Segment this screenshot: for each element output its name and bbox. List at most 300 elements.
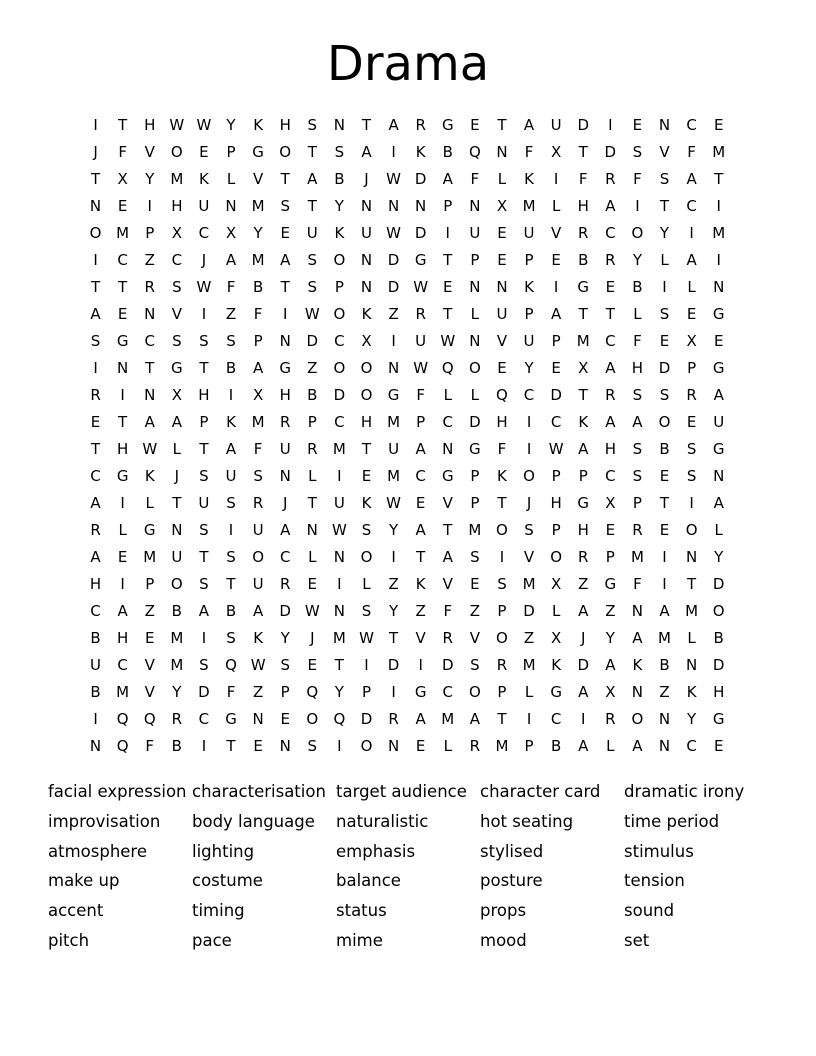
grid-letter: I [228,521,234,539]
grid-letter: S [280,197,290,215]
grid-letter: L [606,737,615,755]
grid-letter: B [659,440,670,458]
grid-letter: D [414,224,427,242]
grid-letter: A [578,737,589,755]
grid-letter: F [633,332,642,350]
grid-letter: U [252,521,264,539]
grid-letter: Y [388,602,399,620]
grid-letter: O [523,467,535,485]
grid-letter: I [337,575,342,593]
grid-letter: A [415,521,426,539]
grid-letter: O [279,143,292,161]
grid-letter: T [659,494,670,512]
grid-letter: A [442,170,453,188]
grid-letter: N [496,143,508,161]
grid-letter: L [524,683,534,701]
grid-letter: G [414,251,427,269]
grid-letter: M [630,548,644,566]
grid-letter: T [361,116,372,134]
grid-letter: O [468,683,481,701]
grid-letter: T [307,494,317,512]
grid-letter: C [550,710,562,728]
grid-letter: J [93,143,98,161]
grid-letter: K [415,143,426,161]
grid-letter: H [89,575,102,593]
grid-letter: M [658,629,671,647]
grid-letter: N [333,548,345,566]
grid-letter: U [171,548,183,566]
grid-letter: G [116,332,129,350]
grid-letter: G [469,440,481,458]
grid-letter: I [201,737,207,755]
grid-letter: A [171,413,182,431]
grid-letter: M [170,629,184,647]
grid-letter: R [388,710,399,728]
grid-letter: V [252,170,264,188]
page-title: Drama [326,36,490,92]
grid-letter: L [551,602,561,620]
grid-letter: S [253,467,263,485]
grid-letter: I [120,575,125,593]
grid-letter: E [497,224,507,242]
word-list-item: props [480,901,527,921]
grid-letter: M [495,737,509,755]
grid-letter: K [226,413,236,431]
grid-letter: G [441,116,454,134]
grid-letter: E [605,278,616,296]
grid-letter: P [145,224,155,242]
grid-letter: T [280,170,290,188]
grid-letter: R [307,440,318,458]
word-list-item: hot seating [480,811,574,831]
grid-letter: E [551,359,561,377]
grid-letter: Z [307,359,318,377]
grid-letter: I [93,251,98,269]
grid-letter: U [198,494,210,512]
grid-letter: D [414,170,427,188]
grid-letter: P [524,737,534,755]
grid-letter: T [172,494,182,512]
grid-letter: K [686,683,697,701]
grid-letter: S [686,467,697,485]
grid-row [82,301,732,328]
grid-letter: L [714,521,723,539]
grid-letter: O [658,413,671,431]
grid-letter: N [387,359,400,377]
grid-letter: M [468,521,482,539]
grid-letter: P [226,143,236,161]
grid-letter: V [442,575,453,593]
grid-letter: G [550,683,562,701]
grid-letter: L [443,386,452,404]
word-list-item: stylised [480,841,544,861]
grid-letter: E [443,278,453,296]
grid-letter: P [687,359,697,377]
grid-letter: S [172,278,182,296]
grid-letter: Z [252,683,264,701]
grid-letter: T [199,440,209,458]
grid-letter: A [280,251,291,269]
grid-letter: D [469,413,481,431]
grid-letter: T [578,305,588,323]
grid-letter: S [659,386,670,404]
word-list [48,777,768,956]
word-list-item: stimulus [624,841,694,861]
grid-letter: T [118,278,128,296]
word-list-item: facial expression [48,782,187,801]
grid-letter: A [198,602,210,620]
grid-letter: O [333,359,346,377]
word-list-item: naturalistic [336,811,429,831]
grid-letter: J [526,494,532,512]
grid-letter: S [226,494,236,512]
word-list-item: atmosphere [48,841,147,861]
grid-letter: N [685,548,698,566]
grid-letter: B [225,359,237,377]
grid-letter: I [662,548,667,566]
grid-letter: Q [116,737,129,755]
word-list-item: character card [480,782,601,801]
grid-letter: S [524,521,534,539]
grid-letter: T [687,575,697,593]
grid-letter: X [551,143,562,161]
grid-letter: I [662,575,667,593]
grid-letter: T [416,548,426,566]
word-list-item: emphasis [336,841,416,861]
grid-letter: X [551,629,562,647]
grid-letter: I [120,386,125,404]
grid-letter: O [170,143,183,161]
grid-letter: O [252,548,265,566]
grid-letter: A [252,602,264,620]
grid-letter: W [440,332,456,350]
grid-letter: E [415,737,426,755]
grid-letter: C [171,251,183,269]
grid-letter: P [524,305,534,323]
grid-letter: U [333,494,345,512]
grid-letter: K [361,305,372,323]
grid-letter: X [686,332,697,350]
grid-letter: W [250,656,266,674]
grid-letter: K [415,575,426,593]
grid-letter: H [496,413,508,431]
grid-letter: Y [605,629,615,647]
grid-letter: Q [441,359,454,377]
grid-letter: G [143,521,156,539]
grid-letter: V [144,683,155,701]
grid-letter: O [360,386,373,404]
grid-letter: P [145,575,155,593]
grid-letter: E [307,656,318,674]
grid-letter: X [361,332,372,350]
grid-row [82,544,732,571]
grid-letter: R [279,575,291,593]
grid-letter: C [605,467,616,485]
grid-letter: V [523,548,535,566]
grid-row [82,733,732,760]
grid-letter: P [253,332,263,350]
grid-letter: F [497,440,507,458]
grid-letter: S [470,548,480,566]
grid-row [82,598,732,625]
grid-row [82,193,732,220]
grid-letter: E [659,467,670,485]
grid-letter: I [337,467,342,485]
grid-letter: O [712,602,725,620]
grid-letter: V [171,305,182,323]
grid-letter: N [658,116,671,134]
grid-letter: T [497,494,507,512]
word-list-item: make up [48,871,120,891]
grid-letter: U [252,575,264,593]
grid-letter: X [252,386,264,404]
grid-letter: R [415,116,426,134]
grid-letter: Z [144,602,155,620]
grid-letter: I [391,143,396,161]
grid-letter: A [605,656,616,674]
word-list-item: costume [192,871,263,891]
grid-letter: O [89,224,102,242]
grid-letter: M [251,251,265,269]
grid-letter: I [201,305,207,323]
grid-letter: N [333,116,345,134]
grid-letter: W [359,629,374,647]
word-list-item: dramatic irony [624,782,745,801]
grid-letter: L [497,170,507,188]
grid-letter: M [522,197,536,215]
grid-letter: N [631,602,644,620]
grid-letter: S [334,143,345,161]
grid-row [82,517,732,544]
grid-letter: I [147,197,152,215]
grid-letter: N [442,440,454,458]
grid-letter: N [144,386,156,404]
grid-letter: I [93,359,98,377]
grid-letter: A [415,440,426,458]
grid-letter: X [605,494,616,512]
grid-letter: A [605,413,616,431]
grid-letter: A [551,305,562,323]
grid-letter: V [551,224,562,242]
grid-letter: L [145,494,154,512]
grid-letter: O [333,305,346,323]
grid-letter: A [659,602,670,620]
grid-letter: P [470,494,480,512]
grid-letter: N [469,197,481,215]
grid-letter: O [550,548,563,566]
grid-letter: J [174,467,180,485]
grid-letter: A [686,170,697,188]
grid-row [82,220,732,247]
grid-letter: N [225,197,237,215]
grid-letter: I [553,170,559,188]
grid-letter: D [387,278,400,296]
grid-letter: Y [388,521,399,539]
grid-row [82,166,732,193]
grid-letter: B [90,683,101,701]
grid-letter: B [90,629,101,647]
grid-letter: P [470,251,480,269]
grid-row [82,625,732,652]
grid-row [82,571,732,598]
grid-letter: R [469,737,481,755]
grid-letter: H [279,386,291,404]
grid-letter: H [198,386,210,404]
grid-letter: D [577,656,590,674]
grid-letter: H [279,116,291,134]
grid-letter: A [442,548,453,566]
grid-letter: M [522,575,536,593]
grid-row [82,382,732,409]
grid-letter: G [712,359,725,377]
grid-letter: N [252,710,264,728]
grid-letter: E [497,359,507,377]
grid-letter: P [361,683,371,701]
grid-letter: Y [659,224,670,242]
grid-letter: O [496,521,508,539]
grid-letter: A [632,629,643,647]
grid-letter: S [632,440,643,458]
grid-letter: E [551,251,561,269]
word-list-item: mime [336,930,383,950]
grid-letter: P [551,332,561,350]
grid-letter: A [90,494,101,512]
grid-letter: U [198,197,210,215]
grid-letter: H [631,359,644,377]
grid-letter: G [604,575,617,593]
grid-letter: E [713,116,724,134]
grid-letter: D [387,251,400,269]
grid-letter: T [443,251,453,269]
word-list-item: pace [192,930,232,950]
word-list-item: sound [624,901,675,921]
grid-letter: B [252,278,264,296]
grid-letter: H [604,440,616,458]
grid-letter: J [201,251,207,269]
grid-letter: K [199,170,209,188]
grid-letter: O [496,629,508,647]
grid-letter: U [415,332,427,350]
grid-letter: M [332,440,346,458]
grid-letter: E [253,737,263,755]
grid-letter: O [631,710,644,728]
grid-letter: X [551,575,562,593]
grid-letter: A [578,602,589,620]
grid-letter: N [279,737,291,755]
grid-letter: A [307,170,318,188]
grid-letter: A [686,251,697,269]
word-list-item: tension [624,871,685,891]
grid-letter: C [415,467,426,485]
grid-letter: S [226,629,236,647]
grid-letter: P [443,197,453,215]
grid-letter: T [443,305,453,323]
grid-letter: A [388,116,399,134]
grid-letter: Z [578,575,589,593]
grid-letter: N [360,278,373,296]
grid-row [82,355,732,382]
grid-letter: Y [687,710,697,728]
grid-letter: T [307,197,317,215]
grid-letter: O [360,548,373,566]
grid-letter: A [90,305,101,323]
grid-letter: M [387,413,401,431]
grid-letter: U [469,224,481,242]
grid-letter: F [118,143,127,161]
grid-letter: C [117,251,128,269]
grid-letter: P [578,467,588,485]
word-list-item: posture [480,871,543,891]
grid-letter: V [415,629,426,647]
grid-letter: Z [415,602,426,620]
grid-letter: A [605,197,616,215]
grid-letter: C [686,197,697,215]
grid-letter: S [659,170,670,188]
grid-letter: B [578,251,589,269]
grid-letter: S [307,116,318,134]
grid-letter: Z [469,602,480,620]
grid-row [82,490,732,517]
grid-letter: E [470,575,480,593]
grid-letter: W [196,116,212,134]
grid-letter: C [144,332,155,350]
grid-letter: R [605,251,616,269]
grid-letter: L [308,467,317,485]
grid-letter: L [633,305,642,323]
grid-letter: T [307,143,317,161]
grid-letter: S [361,521,372,539]
grid-letter: H [577,197,589,215]
grid-letter: Z [605,602,616,620]
grid-letter: P [307,413,317,431]
grid-letter: R [605,386,616,404]
grid-letter: I [391,548,396,566]
grid-letter: U [523,224,535,242]
grid-letter: E [361,467,372,485]
grid-letter: I [120,494,125,512]
grid-letter: Y [334,683,344,701]
grid-letter: G [171,359,183,377]
grid-letter: K [578,413,589,431]
grid-letter: S [632,386,643,404]
grid-letter: L [308,548,317,566]
grid-letter: I [526,440,532,458]
grid-letter: V [144,143,155,161]
grid-letter: P [605,548,615,566]
grid-letter: Q [225,656,237,674]
grid-letter: P [632,494,642,512]
grid-letter: S [172,332,182,350]
grid-letter: G [225,710,237,728]
grid-letter: Z [659,683,670,701]
grid-letter: D [441,656,454,674]
grid-letter: I [689,494,694,512]
grid-letter: N [171,521,183,539]
grid-letter: F [470,170,480,188]
grid-letter: P [280,683,290,701]
grid-letter: F [226,278,236,296]
grid-letter: A [252,359,264,377]
grid-letter: K [253,629,264,647]
grid-letter: T [199,359,209,377]
grid-letter: H [713,683,725,701]
grid-letter: P [551,467,561,485]
grid-letter: S [199,521,209,539]
grid-letter: B [307,386,318,404]
grid-letter: M [712,224,726,242]
grid-letter: I [662,278,667,296]
word-list-item: accent [48,901,104,921]
